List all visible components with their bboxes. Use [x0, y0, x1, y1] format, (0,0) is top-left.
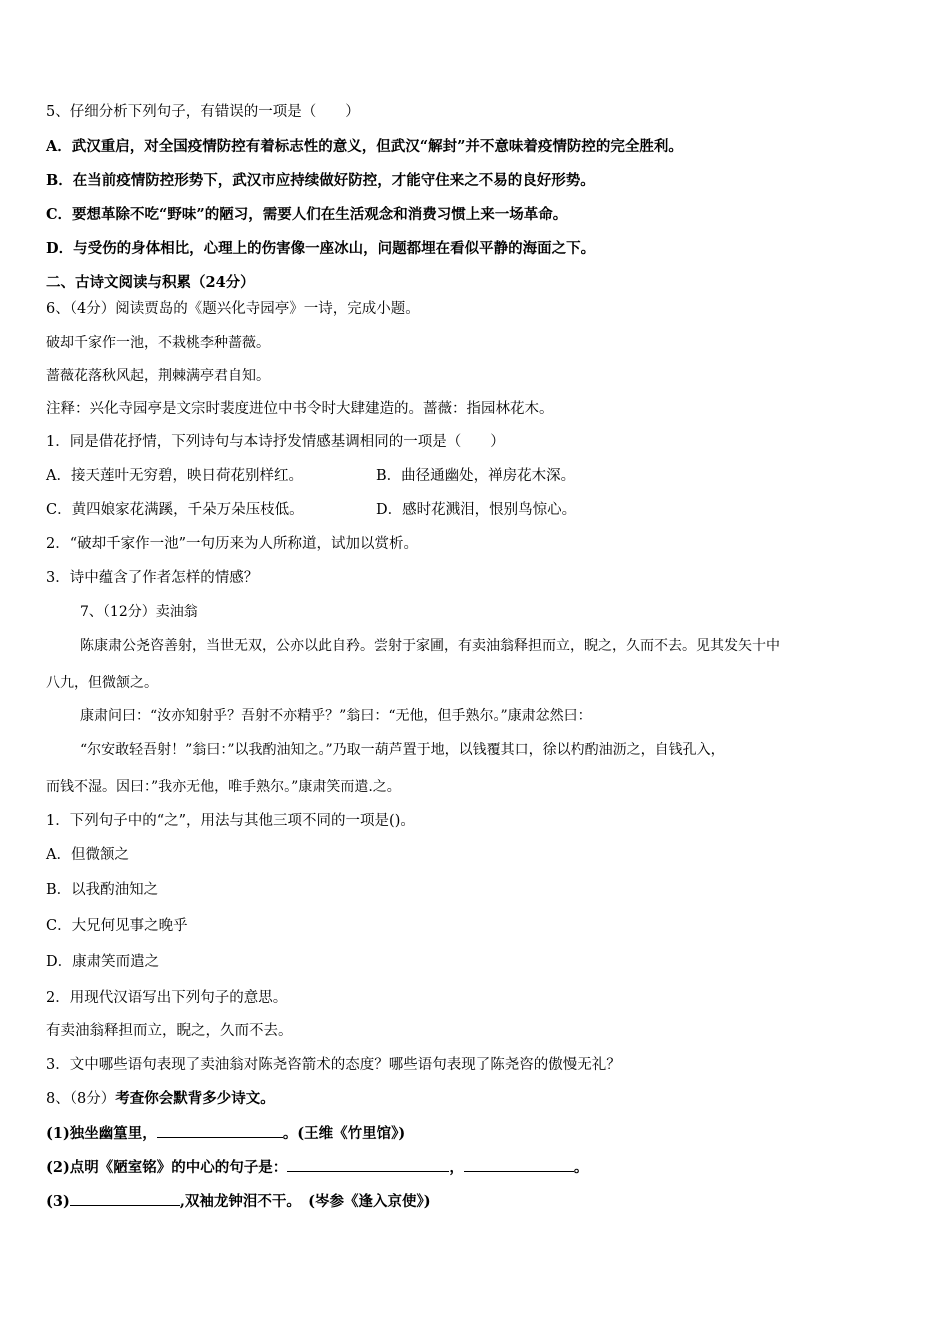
q6-poem-line-1: 破却千家作一池，不栽桃李种蔷薇。: [46, 335, 270, 351]
q7-sub2: 2．用现代汉语写出下列句子的意思。: [46, 990, 288, 1006]
q7-option-b: B．以我酌油知之: [46, 882, 159, 898]
q6-note: 注释：兴化寺园亭是文宗时裴度进位中书令时大肆建造的。蔷薇：指园林花木。: [46, 401, 554, 417]
q6-sub1: 1．同是借花抒情，下列诗句与本诗抒发情感基调相同的一项是（ ）: [46, 434, 505, 450]
q5-option-a: A．武汉重启，对全国疫情防控有着标志性的意义，但武汉“解封”并不意味着疫情防控的完全胜利。: [46, 138, 683, 155]
answer-blank-4[interactable]: [70, 1191, 180, 1206]
q6-poem-line-2: 蔷薇花落秋风起，荆棘满亭君自知。: [46, 368, 270, 384]
q8-title: [46, 1089, 275, 1109]
q7-option-a: A．但微颔之: [46, 847, 129, 863]
q8-heading: 考查你会默背多少诗文。: [115, 1090, 275, 1107]
answer-blank-3[interactable]: [464, 1157, 574, 1172]
q5-option-c: C．要想革除不吃“野味”的陋习，需要人们在生活观念和消费习惯上来一场革命。: [46, 206, 568, 223]
q6-sub2: 2．“破却千家作一池”一句历来为人所称道，试加以赏析。: [46, 536, 419, 552]
q7-option-c: C．大兄何见事之晚乎: [46, 918, 188, 934]
q8-prefix: 8、（8分）: [46, 1091, 116, 1107]
q7-para1-line2: 八九，但微颔之。: [46, 675, 158, 691]
q5-option-b: B．在当前疫情防控形势下，武汉市应持续做好防控，才能守住来之不易的良好形势。: [46, 172, 595, 189]
q7-sub1: 1．下列句子中的“之”，用法与其他三项不同的一项是()。: [46, 813, 415, 829]
q6-option-a: A．接天莲叶无穷碧，映日荷花别样红。: [46, 468, 303, 484]
q8-line-2: (2)点明《陋室铭》的中心的句子是： ， 。: [46, 1159, 589, 1176]
q8-line-1: (1)独坐幽篁里， 。(王维《竹里馆》): [46, 1125, 406, 1142]
q7-para3-line1: “尔安敢轻吾射！”翁曰：”以我酌油知之。”乃取一葫芦置于地，以钱覆其口，徐以杓酌油沥之，自钱孔入，: [80, 742, 725, 758]
q7-sub3: 3．文中哪些语句表现了卖油翁对陈尧咨箭术的态度？哪些语句表现了陈尧咨的傲慢无礼？: [46, 1057, 621, 1073]
q6-option-d: D．感时花溅泪，恨别鸟惊心。: [376, 502, 577, 518]
q6-option-b: B．曲径通幽处，禅房花木深。: [376, 468, 576, 484]
q7-option-d: D．康肃笑而遣之: [46, 954, 160, 970]
q5-title: 5、仔细分析下列句子，有错误的一项是（ ）: [46, 104, 360, 120]
q6-intro: 6、（4分）阅读贾岛的《题兴化寺园亭》一诗，完成小题。: [46, 301, 420, 317]
answer-blank-1[interactable]: [157, 1123, 283, 1138]
q7-sentence: 有卖油翁释担而立，睨之，久而不去。: [46, 1023, 293, 1039]
section-heading: 二、古诗文阅读与积累（24分）: [46, 274, 255, 291]
q6-option-c: C．黄四娘家花满蹊，千朵万朵压枝低。: [46, 502, 304, 518]
q7-para2: 康肃问曰：“汝亦知射乎？吾射不亦精乎？”翁曰：“无他，但手熟尔。”康肃忿然曰：: [80, 708, 592, 724]
q7-para1-line1: 陈康肃公尧咨善射，当世无双，公亦以此自矜。尝射于家圃，有卖油翁释担而立，睨之，久而不去。见其发矢十中: [80, 638, 780, 654]
q8-line-3: (3) ,双袖龙钟泪不干。 (岑参《逢入京使》): [46, 1193, 431, 1210]
q7-title: 7、（12分）卖油翁: [80, 604, 198, 620]
q7-para3-line2: 而钱不湿。因曰：”我亦无他，唯手熟尔。”康肃笑而遣.之。: [46, 779, 401, 795]
q6-options-row-1: [46, 466, 906, 486]
answer-blank-2[interactable]: [287, 1157, 449, 1172]
q5-option-d: D．与受伤的身体相比，心理上的伤害像一座冰山，问题都埋在看似平静的海面之下。: [46, 240, 596, 257]
q6-options-row-2: [46, 500, 906, 520]
q6-sub3: 3．诗中蕴含了作者怎样的情感？: [46, 570, 259, 586]
